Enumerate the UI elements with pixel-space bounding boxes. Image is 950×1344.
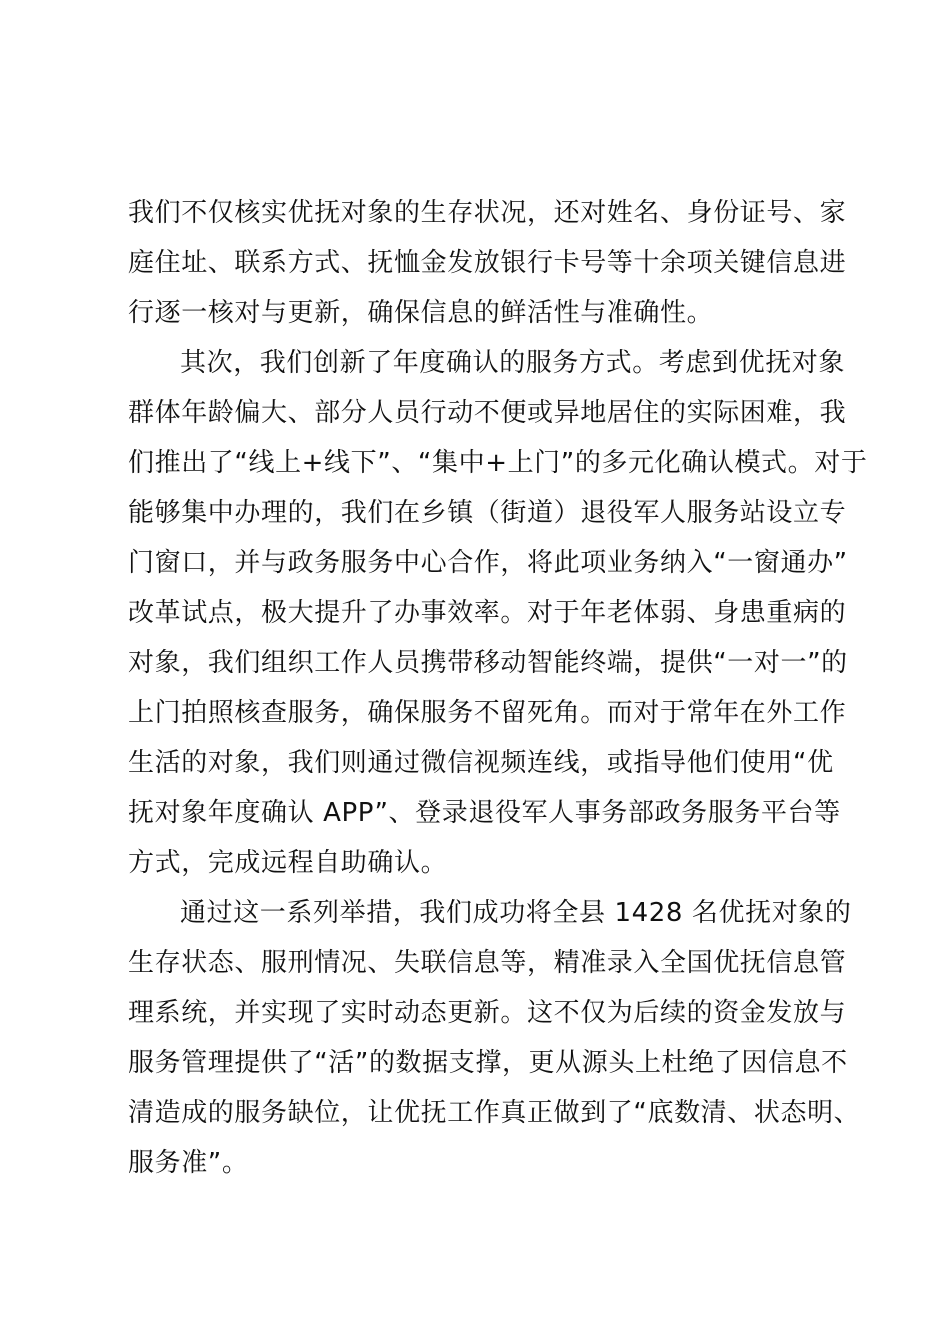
paragraph	[128, 338, 868, 888]
text-line: 上门拍照核查服务，确保服务不留死角。而对于常年在外工作	[128, 698, 847, 728]
text-line: 抚对象年度确认 APP”、登录退役军人事务部政务服务平台等	[128, 798, 841, 828]
text-line: 能够集中办理的，我们在乡镇（街道）退役军人服务站设立专	[128, 498, 847, 528]
paragraph	[128, 188, 847, 338]
text-line: 我们不仅核实优抚对象的生存状况，还对姓名、身份证号、家	[128, 198, 847, 228]
text-line: 生存状态、服刑情况、失联信息等，精准录入全国优抚信息管	[128, 948, 847, 978]
paragraph	[128, 888, 861, 1188]
text-line: 行逐一核对与更新，确保信息的鲜活性与准确性。	[128, 298, 714, 328]
text-line: 服务准”。	[128, 1148, 249, 1178]
text-line: 方式，完成远程自助确认。	[128, 848, 448, 878]
text-line: 们推出了“线上+线下”、“集中+上门”的多元化确认模式。对于	[128, 448, 868, 478]
text-line: 生活的对象，我们则通过微信视频连线，或指导他们使用“优	[128, 748, 834, 778]
text-line: 改革试点，极大提升了办事效率。对于年老体弱、身患重病的	[128, 598, 847, 628]
document-body	[128, 188, 868, 1188]
text-line: 服务管理提供了“活”的数据支撑，更从源头上杜绝了因信息不	[128, 1048, 848, 1078]
text-line: 群体年龄偏大、部分人员行动不便或异地居住的实际困难，我	[128, 398, 847, 428]
text-line: 门窗口，并与政务服务中心合作，将此项业务纳入“一窗通办”	[128, 548, 848, 578]
text-line: 理系统，并实现了实时动态更新。这不仅为后续的资金发放与	[128, 998, 847, 1028]
text-line: 对象，我们组织工作人员携带移动智能终端，提供“一对一”的	[128, 648, 848, 678]
text-line: 其次，我们创新了年度确认的服务方式。考虑到优抚对象	[180, 348, 846, 378]
text-line: 清造成的服务缺位，让优抚工作真正做到了“底数清、状态明、	[128, 1098, 861, 1128]
text-line: 庭住址、联系方式、抚恤金发放银行卡号等十余项关键信息进	[128, 248, 847, 278]
text-line: 通过这一系列举措，我们成功将全县 1428 名优抚对象的	[180, 898, 852, 928]
